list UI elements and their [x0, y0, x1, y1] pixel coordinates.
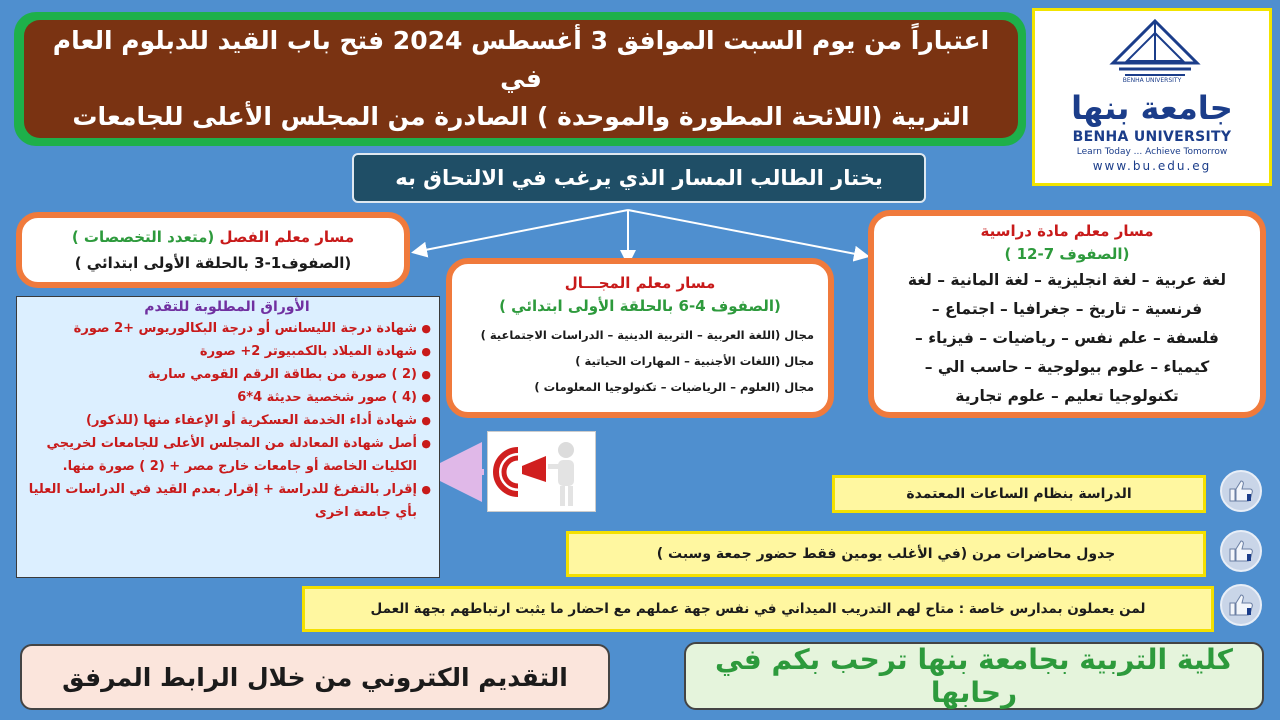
list-item: ● شهادة الميلاد بالكمبيوتر 2+ صورة: [199, 344, 431, 359]
list-item: ● أصل شهادة المعادلة من المجلس الأعلى للجامعات لخريجي الكليات الخاصة أو جامعات خارج مصر + (2 ) صورة منها.: [46, 436, 431, 474]
arrow-to-class-path: [415, 210, 628, 252]
subtitle-box: يختار الطالب المسار الذي يرغب في الالتحاق به: [352, 153, 926, 203]
arrow-to-subject-path: [628, 210, 866, 256]
path-field-item-3: مجال (العلوم – الرياضيات – تكنولوجيا المعلومات ): [534, 380, 814, 394]
megaphone-image: [487, 431, 596, 512]
logo-english-name: BENHA UNIVERSITY: [1072, 129, 1232, 145]
logo-tagline: Learn Today ... Achieve Tomorrow: [1076, 147, 1228, 157]
path-subject-line-1: لغة عربية – لغة انجليزية – لغة المانية – لغة: [907, 271, 1227, 289]
list-item: ● (4 ) صور شخصية حديثة 4*6: [237, 390, 431, 405]
megaphone-icon: [488, 432, 595, 511]
path-class-teacher: [16, 212, 410, 288]
header-text-box: [24, 20, 1018, 138]
path-class-title: مسار معلم الفصل: [219, 228, 355, 246]
header-line-2: التربية (اللائحة المطورة والموحدة ) الصادرة من المجلس الأعلى للجامعات: [72, 102, 970, 131]
list-item: ● (2 ) صورة من بطاقة الرقم القومي سارية: [147, 367, 431, 382]
list-item: ● إقرار بالتفرغ للدراسة + إقرار بعدم القيد في الدراسات العليا بأي جامعة اخرى: [28, 482, 431, 520]
path-subject-line-3: فلسفة – علم نفس – رياضيات – فيزياء –: [915, 329, 1219, 347]
university-logo: [1032, 8, 1272, 186]
required-papers-box: [16, 296, 440, 578]
logo-url: www.bu.edu.eg: [1092, 159, 1212, 173]
path-field-item-1: مجال (اللغة العربية – التربية الدينية – الدراسات الاجتماعية ): [480, 328, 814, 342]
thumbs-up-icon: [1220, 584, 1262, 626]
path-subject-grades: (الصفوف 7-12 ): [1004, 245, 1130, 263]
thumbs-up-icon: [1220, 470, 1262, 512]
logo-arabic-name: جامعة بنها: [1071, 89, 1233, 127]
thumbs-up-icon: [1220, 530, 1262, 572]
path-field-teacher: [446, 258, 834, 418]
emblem-caption: BENHA UNIVERSITY: [1122, 77, 1182, 84]
path-class-grades: (الصفوف1-3 بالحلقة الأولى ابتدائي ): [74, 254, 352, 272]
list-item: ● شهادة درجة الليسانس أو درجة البكالوريوس +2 صورة: [73, 321, 431, 336]
header-line-1: اعتباراً من يوم السبت الموافق 3 أغسطس 2024 فتح باب القيد للدبلوم العام في: [52, 26, 990, 93]
path-subject-teacher: [868, 210, 1266, 418]
papers-title: الأوراق المطلوبة للتقدم: [144, 299, 310, 315]
path-subject-title: مسار معلم مادة دراسية: [980, 222, 1154, 240]
welcome-box: كلية التربية بجامعة بنها ترحب بكم في رحابها: [684, 642, 1264, 710]
feature-flexible-schedule: جدول محاضرات مرن (في الأغلب يومين فقط حضور جمعة وسبت ): [566, 531, 1206, 577]
list-item: ● شهادة أداء الخدمة العسكرية أو الإعفاء منها (للذكور): [86, 413, 431, 428]
feature-credit-hours: الدراسة بنظام الساعات المعتمدة: [832, 475, 1206, 513]
papers-list: [21, 317, 433, 524]
path-subject-line-2: فرنسية – تاريخ – جغرافيا – اجتماع –: [931, 300, 1203, 318]
apply-online-box: التقديم الكتروني من خلال الرابط المرفق: [20, 644, 610, 710]
path-field-title: مسار معلم المجـــال: [564, 274, 716, 292]
path-subject-line-4: كيمياء – علوم بيولوجية – حاسب الي –: [924, 358, 1210, 376]
feature-private-schools: لمن يعملون بمدارس خاصة : متاح لهم التدريب الميداني في نفس جهة عملهم مع احضار ما يثبت ارتباطهم بجهة العمل: [302, 586, 1214, 632]
path-subject-line-5: تكنولوجيا تعليم – علوم تجارية: [955, 387, 1179, 405]
path-field-grades: (الصفوف 4-6 بالحلقة الأولى ابتدائي ): [499, 297, 781, 315]
path-class-title-extra: (متعدد التخصصات ): [71, 228, 215, 246]
path-field-item-2: مجال (اللغات الأجنبية – المهارات الحياتية ): [575, 354, 814, 368]
